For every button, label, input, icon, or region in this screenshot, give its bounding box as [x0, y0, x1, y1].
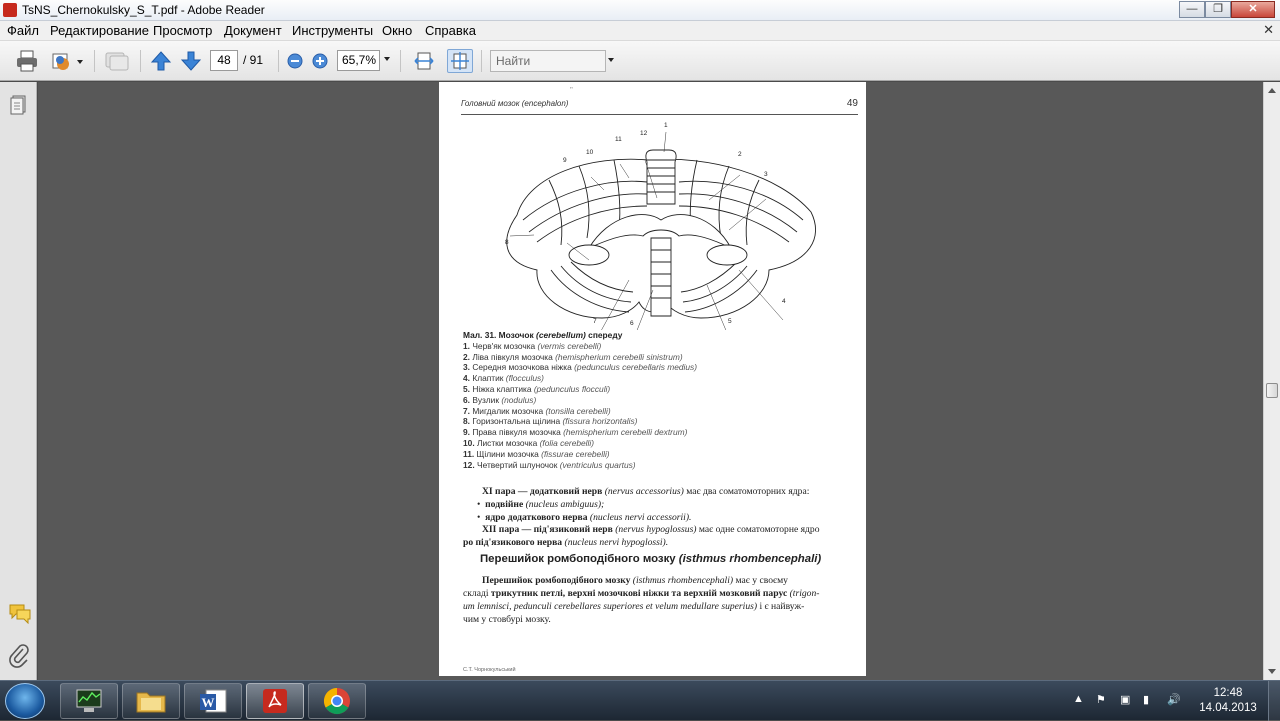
page-mark: ": [570, 86, 573, 94]
title-bar: [0, 0, 1280, 21]
print-button[interactable]: [14, 49, 40, 73]
system-clock[interactable]: [1196, 686, 1260, 716]
paragraph-isthmus-l1: Перешийок ромбоподібного мозку (isthmus rhombencephali) має у своєму: [482, 575, 788, 586]
menu-bar: [0, 21, 1280, 41]
header-title: Головний мозок (encephalon): [461, 99, 569, 108]
share-button[interactable]: [49, 49, 85, 73]
caption-item: 5. Ніжка клаптика (pedunculus flocculi): [463, 383, 611, 394]
paragraph-xii: XII пара — під'язиковий нерв (nervus hypoglossus) має одне соматомоторне ядро: [482, 524, 820, 535]
folder-icon: [135, 687, 167, 715]
page-total: / 91: [243, 53, 264, 67]
menu-tools[interactable]: Инструменты: [292, 23, 374, 38]
zoom-level-input[interactable]: 65,7%: [337, 50, 380, 71]
svg-text:W: W: [201, 695, 215, 710]
paragraph-xi: XI пара — додатковий нерв (nervus accessorius) має два соматомоторних ядра:: [482, 486, 810, 497]
close-document-icon[interactable]: ✕: [1263, 22, 1274, 37]
toolbar: [0, 41, 1280, 81]
comments-icon[interactable]: [8, 602, 32, 627]
menu-document[interactable]: Документ: [224, 23, 282, 38]
adobe-reader-taskbar-icon: [260, 687, 290, 715]
figure-label: 12: [640, 130, 648, 137]
page-thumbnails-icon[interactable]: [8, 94, 30, 119]
figure-label: 5: [728, 318, 732, 325]
menu-view[interactable]: Просмотр: [153, 23, 213, 38]
figure-label: 6: [630, 320, 634, 327]
figure-label: 7: [593, 318, 597, 325]
menu-window[interactable]: Окно: [382, 23, 413, 38]
tray-expand-icon[interactable]: ▲: [1073, 693, 1084, 705]
taskbar-word[interactable]: [184, 683, 242, 719]
menu-edit[interactable]: Редактирование: [50, 23, 150, 38]
arrow-up-icon: [150, 50, 172, 72]
vertical-scrollbar[interactable]: [1263, 82, 1280, 680]
zoom-in-button[interactable]: [311, 49, 329, 73]
caption-item: 4. Клаптик (flocculus): [463, 373, 544, 384]
cerebellum-figure: [439, 120, 866, 330]
task-manager-icon: [74, 687, 104, 715]
zoom-dropdown-icon[interactable]: [384, 57, 390, 61]
figure-label: 11: [615, 136, 622, 143]
zoom-in-icon: [312, 53, 328, 69]
running-header: [461, 99, 858, 115]
bullet-item: • подвійне (nucleus ambiguus);: [477, 499, 605, 510]
clock-date: 14.04.2013: [1199, 702, 1257, 714]
caption-item: 8. Горизонтальна щілина (fissura horizontalis): [463, 416, 638, 427]
arrow-down-icon: [180, 50, 202, 72]
find-dropdown-icon[interactable]: [608, 58, 614, 62]
action-center-icon[interactable]: ⚑: [1096, 694, 1106, 706]
page-footer: С.Т. Чорнокульський: [463, 667, 516, 673]
scroll-down-icon[interactable]: [1268, 669, 1276, 674]
taskbar-file-explorer[interactable]: [122, 683, 180, 719]
volume-icon[interactable]: 🔊: [1167, 694, 1181, 706]
printed-page-number: 49: [846, 98, 858, 109]
figure-label: 4: [782, 298, 786, 305]
figure-label: 8: [505, 239, 509, 246]
scroll-thumb[interactable]: [1266, 383, 1278, 398]
caption-item: 3. Середня мозочкова ніжка (pedunculus cerebellaris medius): [463, 362, 698, 373]
show-desktop-button[interactable]: [1268, 681, 1280, 721]
taskbar: [0, 680, 1280, 720]
page-number-input[interactable]: 48: [210, 50, 238, 71]
chrome-icon: [322, 686, 352, 716]
caption-list: [463, 341, 853, 471]
start-button[interactable]: [5, 683, 45, 719]
fit-page-button[interactable]: [447, 49, 473, 73]
caption-item: 1. Черв'як мозочка (vermis cerebelli): [463, 340, 602, 351]
find-input[interactable]: Найти: [490, 50, 606, 72]
paragraph-xii-line2: ро під'язикового нерва (nucleus nervi hypoglossi).: [463, 537, 669, 548]
word-icon: [198, 687, 228, 715]
figure-label: 1: [664, 122, 668, 129]
paragraph-isthmus-l4: чим у стовбурі мозку.: [463, 614, 551, 625]
caption-item: 2. Ліва півкуля мозочка (hemispherium cerebelli sinistrum): [463, 351, 683, 362]
caption-item: 11. Щілини мозочка (fissurae cerebelli): [463, 448, 610, 459]
figure-label: 3: [764, 171, 768, 178]
attachments-icon[interactable]: [8, 644, 30, 671]
caption-item: 6. Вузлик (nodulus): [463, 394, 537, 405]
caption-item: 12. Четвертий шлуночок (ventriculus quartus): [463, 459, 636, 470]
minimize-button[interactable]: —: [1179, 1, 1205, 18]
zoom-out-button[interactable]: [286, 49, 304, 73]
paragraph-isthmus-l3: um lemnisci, pedunculi cerebellares superiores et velum medullare superius) і є найвуж-: [463, 601, 805, 612]
figure-label: 2: [738, 151, 742, 158]
figure-label: 10: [586, 149, 594, 156]
caption-title: Мал. 31. Мозочок (cerebellum) спереду: [463, 330, 623, 340]
next-page-button[interactable]: [179, 49, 203, 73]
menu-file[interactable]: Файл: [7, 23, 39, 38]
fit-width-icon: [414, 51, 434, 71]
previous-page-button[interactable]: [149, 49, 173, 73]
figure-label: 9: [563, 157, 567, 164]
paragraph-isthmus-l2: складі трикутник петлі, верхні мозочкові ніжки та верхній мозковий парус (trigon-: [463, 588, 820, 599]
scroll-up-icon[interactable]: [1268, 88, 1276, 93]
clock-time: 12:48: [1213, 687, 1243, 699]
taskbar-chrome[interactable]: [308, 683, 366, 719]
section-heading: Перешийок ромбоподібного мозку (isthmus rhombencephali): [480, 553, 822, 565]
printer-icon: [15, 50, 39, 72]
fit-page-icon: [450, 51, 470, 71]
share-icon: [50, 50, 84, 72]
bullet-item: • ядро додаткового нерва (nucleus nervi accessorii).: [477, 512, 692, 523]
comment-button[interactable]: [103, 49, 131, 73]
window-title: TsNS_Chernokulsky_S_T.pdf - Adobe Reader: [22, 3, 265, 17]
close-button[interactable]: ✕: [1231, 1, 1275, 18]
caption-item: 10. Листки мозочка (folia cerebelli): [463, 437, 595, 448]
fit-width-button[interactable]: [412, 49, 436, 73]
comment-icon: [104, 50, 130, 72]
adobe-reader-icon: [3, 3, 17, 17]
caption-item: 7. Мигдалик мозочка (tonsilla cerebelli): [463, 405, 611, 416]
signal-icon[interactable]: ▮: [1143, 694, 1150, 706]
figure-caption: [463, 330, 853, 470]
taskbar-task-manager[interactable]: [60, 683, 118, 719]
navigation-pane: [0, 82, 37, 680]
pdf-page: [439, 82, 866, 676]
window-controls: [1179, 1, 1275, 18]
document-viewport[interactable]: [38, 82, 1263, 680]
menu-help[interactable]: Справка: [425, 23, 476, 38]
maximize-button[interactable]: ❐: [1205, 1, 1231, 18]
taskbar-adobe-reader[interactable]: [246, 683, 304, 719]
zoom-out-icon: [287, 53, 303, 69]
caption-item: 9. Права півкуля мозочка (hemispherium cerebelli dextrum): [463, 427, 688, 438]
network-status-icon[interactable]: ▣: [1120, 694, 1131, 706]
